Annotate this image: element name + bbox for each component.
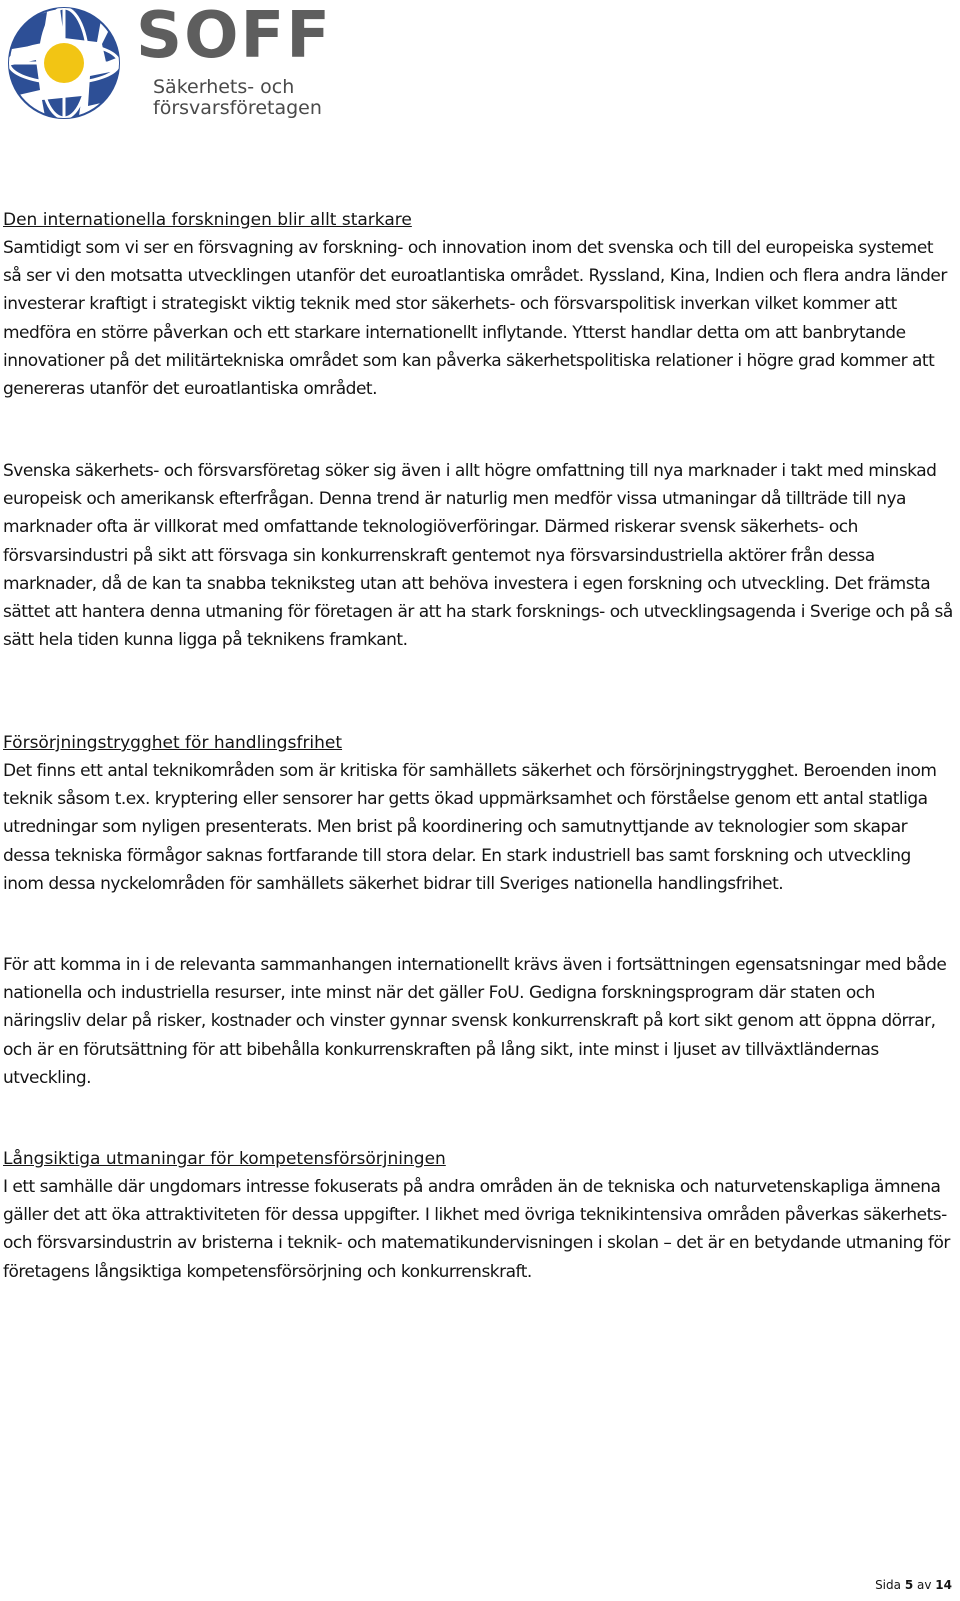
page-label: Sida: [875, 1578, 901, 1592]
current-page: 5: [904, 1578, 914, 1592]
of-label: av: [917, 1578, 932, 1592]
section-heading-supply-security: Försörjningstrygghet för handlingsfrihet: [3, 733, 343, 753]
paragraph: För att komma in i de relevanta sammanhangen internationellt krävs även i fortsättningen egensatsningar med både nationella och industriella resurser, inte minst när det gäller FoU. Gedigna forskningsprogram där staten och näringsliv delar på risker, kostnader och vinster gynnar svensk konkurrenskraft på kort sikt genom att öppna dörrar, och är en förutsättning för att bibehålla konkurrenskraften på lång sikt, inte minst i ljuset av tillväxtländernas utveckling.: [3, 955, 947, 1088]
logo-wordmark: SOFF: [136, 0, 332, 73]
total-pages: 14: [935, 1578, 952, 1592]
soff-logo: [0, 0, 332, 125]
section-heading-research: Den internationella forskningen blir allt starkare: [3, 210, 412, 230]
paragraph: Det finns ett antal teknikområden som är kritiska för samhällets säkerhet och försörjningstrygghet. Beroenden inom teknik såsom t.ex. kryptering eller sensorer har getts ökad uppmärksamhet och förståelse genom ett antal statliga utredningar som nyligen presenterats. Men brist på koordinering och samutnyttjande av teknologier som skapar dessa tekniska förmågor saknas fortfarande till stora delar. En stark industriell bas samt forskning och utveckling inom dessa nyckelområden för samhällets säkerhet bidrar till Sveriges nationella handlingsfrihet.: [3, 761, 937, 894]
paragraph: Samtidigt som vi ser en försvagning av forskning- och innovation inom det svenska och till del europeiska systemet så ser vi den motsatta utvecklingen utanför det euroatlantiska området. Ryssland, Kina, Indien och flera andra länder investerar kraftigt i strategiskt viktig teknik med stor säkerhets- och försvarspolitisk inverkan vilket kommer att medföra en större påverkan och ett starkare internationellt inflytande. Ytterst handlar detta om att banbrytande innovationer på det militärtekniska området som kan påverka säkerhetspolitiska relationer i högre grad kommer att genereras utanför det euroatlantiska området.: [3, 238, 947, 400]
paragraph: I ett samhälle där ungdomars intresse fokuserats på andra områden än de tekniska och naturvetenskapliga ämnena gäller det att öka attraktiviteten för dessa uppgifter. I likhet med övriga teknikintensiva områden påverkas säkerhets- och försvarsindustrin av bristerna i teknik- och matematikundervisningen i skolan – det är en betydande utmaning för företagens långsiktiga kompetensförsörjning och konkurrenskraft.: [3, 1177, 950, 1282]
paragraph: Svenska säkerhets- och försvarsföretag söker sig även i allt högre omfattning till nya marknader i takt med minskad europeisk och amerikansk efterfrågan. Denna trend är naturlig men medför vissa utmaningar då tillträde till nya marknader ofta är villkorat med omfattande teknologiöverföringar. Därmed riskerar svensk säkerhets- och försvarsindustri på sikt att försvaga sin konkurrenskraft gentemot nya försvarsindustriella aktörer från dessa marknader, då de kan ta snabba tekniksteg utan att behöva investera i egen forskning och utveckling. Det främsta sättet att hantera denna utmaning för företagen är att ha stark forsknings- och utvecklingsagenda i Sverige och på så sätt hela tiden kunna ligga på teknikens framkant.: [3, 461, 953, 651]
section-heading-competence: Långsiktiga utmaningar för kompetensförsörjningen: [3, 1149, 446, 1169]
globe-emblem-icon: [2, 4, 128, 122]
logo-tagline-line2: försvarsföretagen: [153, 97, 322, 119]
logo-tagline-line1: Säkerhets- och: [153, 76, 295, 98]
page-number-footer: [875, 1578, 952, 1592]
